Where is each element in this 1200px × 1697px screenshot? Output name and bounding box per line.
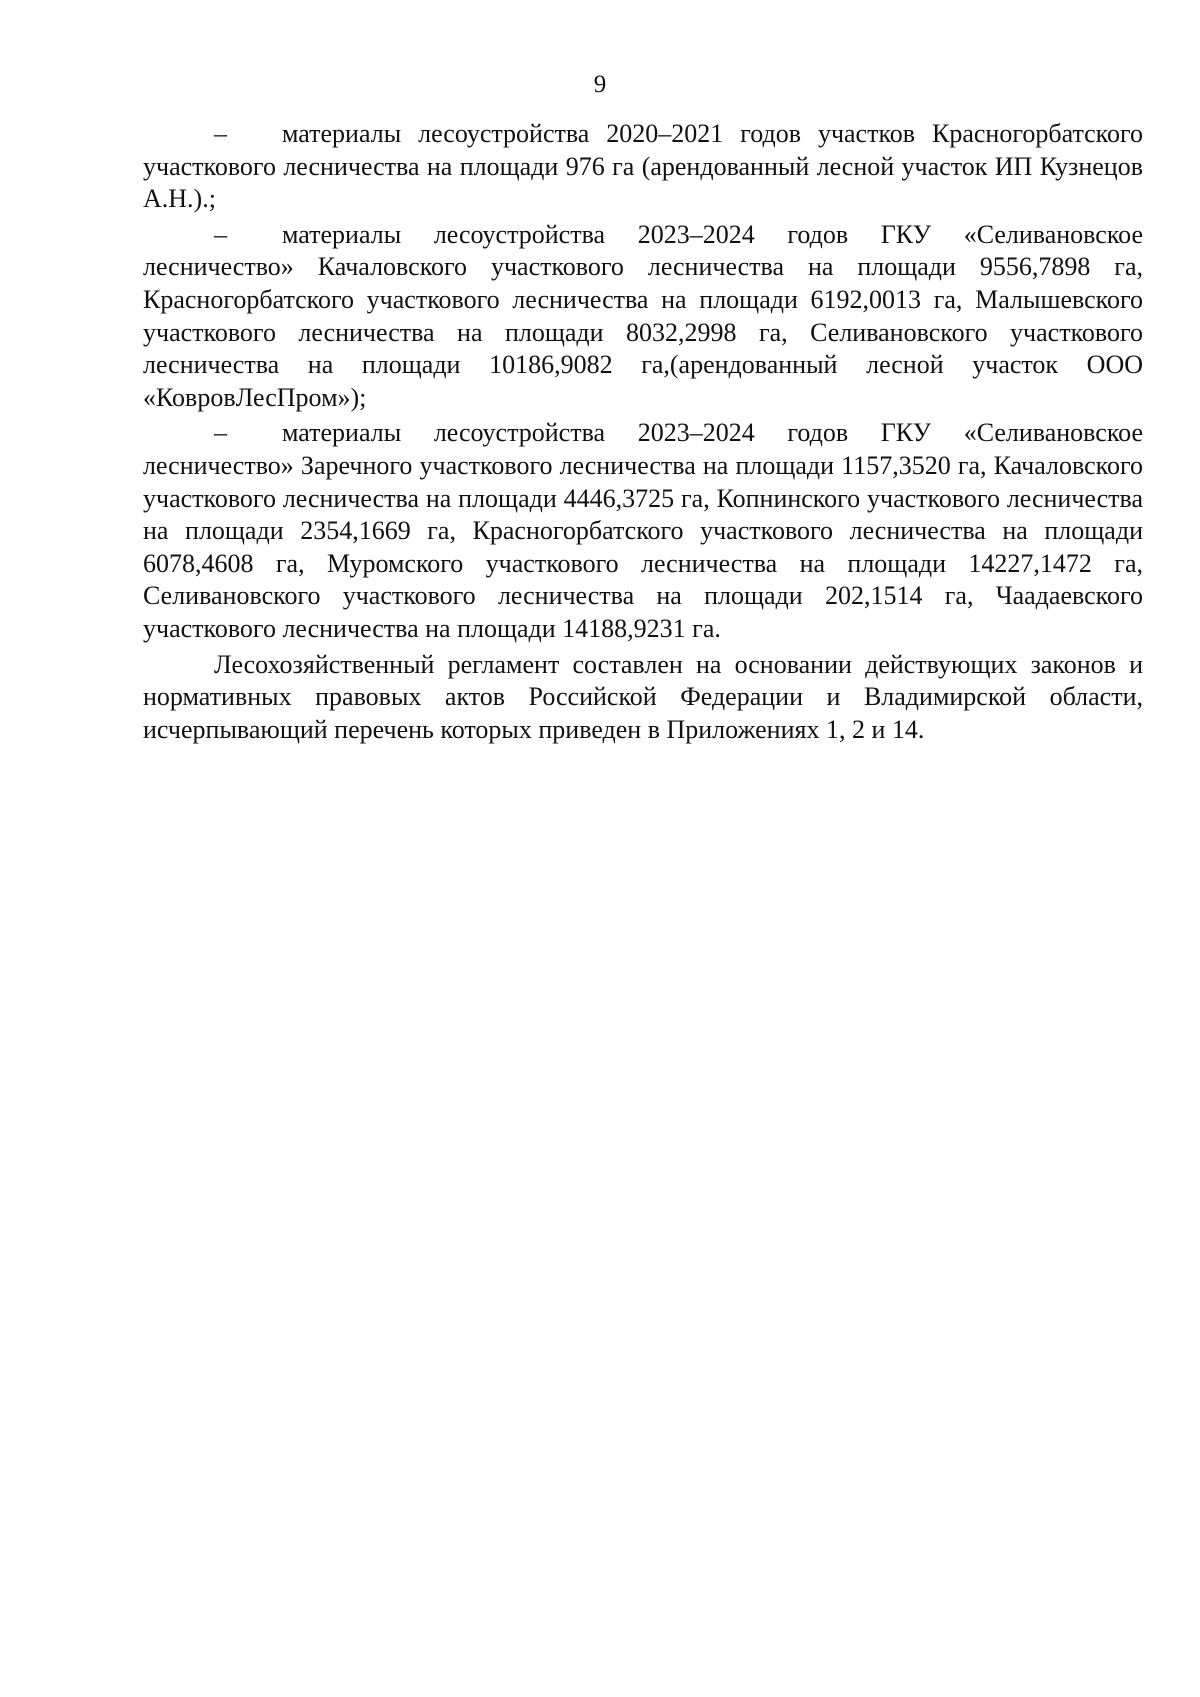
dash-bullet: – bbox=[214, 219, 227, 249]
dash-bullet: – bbox=[214, 418, 227, 448]
list-item-materials-2023-2024-a bbox=[143, 219, 1143, 415]
document-body bbox=[143, 118, 1143, 749]
page-number: 9 bbox=[593, 71, 607, 98]
list-item-materials-2020-2021 bbox=[143, 118, 1143, 216]
paragraph-text: материалы лесоустройства 2023–2024 годов ГКУ «Селивановское лесничество» Заречного участкового лесничества на площади 1157,3520 га, Качаловского участкового лесничества на площади 4446,3725 га, Копнинского участкового лесничества на площади 2354,1669 га, Красногорбатского участкового лесничества на площади 6078,4608 га, Муромского участкового лесничества на площади 14227,1472 га, Селивановского участкового лесничества на площади 202,1514 га, Чаадаевского участкового лесничества на площади 14188,9231 га. bbox=[143, 418, 1143, 643]
dash-bullet: – bbox=[214, 119, 227, 148]
paragraph-regulation-basis bbox=[143, 649, 1143, 747]
paragraph-text: Лесохозяйственный регламент составлен на основании действующих законов и нормативных правовых актов Российской Федерации и Владимирской области, исчерпывающий перечень которых приведен в Приложениях 1, 2 и 14. bbox=[143, 649, 1143, 744]
paragraph-text: материалы лесоустройства 2020–2021 годов участков Красногорбатского участкового лесничества на площади 976 га (арендованный лесной участок ИП Кузнецов А.Н.).; bbox=[143, 119, 1143, 214]
paragraph-text: материалы лесоустройства 2023–2024 годов ГКУ «Селивановское лесничество» Качаловского участкового лесничества на площади 9556,7898 га, Красногорбатского участкового лесничества на площади 6192,0013 га, Малышевского участкового лесничества на площади 8032,2998 га, Селивановского участкового лесничества на площади 10186,9082 га,(арендованный лесной участок ООО «КовровЛесПром»); bbox=[143, 219, 1143, 412]
list-item-materials-2023-2024-b bbox=[143, 417, 1143, 645]
